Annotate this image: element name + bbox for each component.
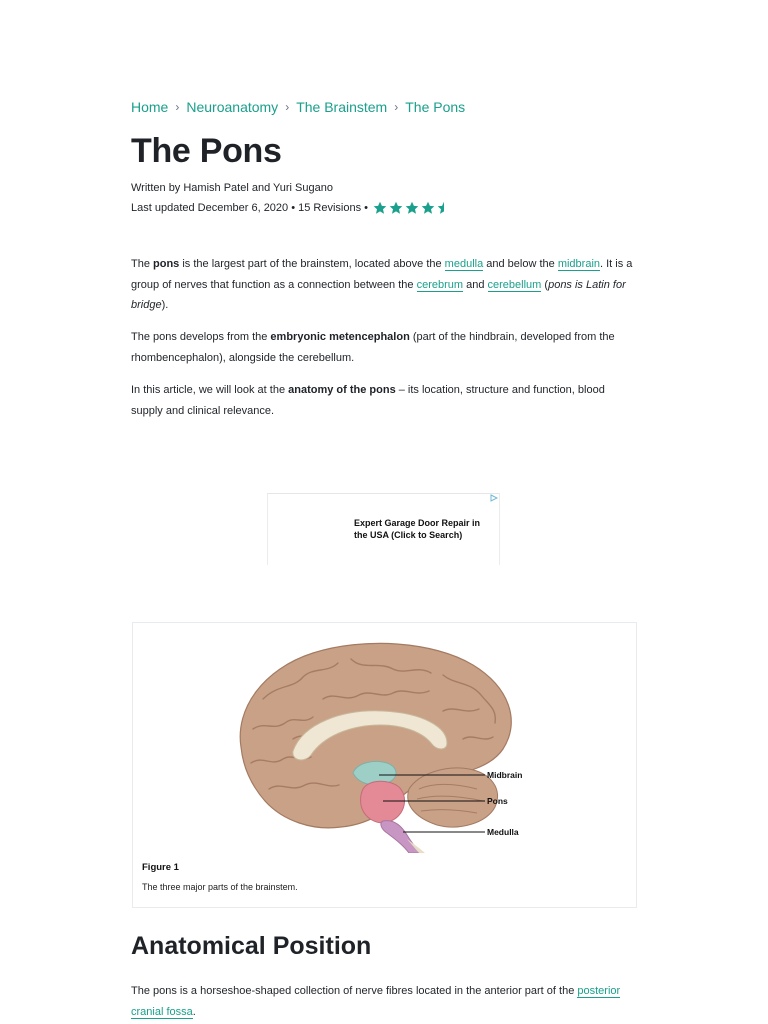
pons-shape [361, 781, 405, 823]
chevron-right-icon: › [285, 100, 290, 114]
figure-caption: The three major parts of the brainstem. [142, 882, 298, 892]
inline-link[interactable]: midbrain [557, 258, 601, 270]
star-full-icon[interactable] [373, 201, 387, 215]
star-full-icon[interactable] [389, 201, 403, 215]
page-title: The Pons [131, 132, 282, 170]
section-paragraph: The pons is a horseshoe-shaped collection of nerve fibres located in the anterior part of the posterior cranial fossa. [131, 985, 621, 1018]
intro-paragraph-3: In this article, we will look at the anatomy of the pons – its location, structure and function, blood supply and clinical relevance. [131, 384, 605, 417]
brain-illustration [233, 639, 537, 853]
inline-link[interactable]: posterior cranial fossa [131, 985, 621, 1018]
cerebellum-shape [408, 768, 498, 827]
intro-paragraph-2: The pons develops from the embryonic metencephalon (part of the hindbrain, developed from the rhombencephalon), alongside the cerebellum. [131, 331, 615, 364]
inline-link[interactable]: cerebellum [487, 278, 542, 291]
breadcrumb-neuroanatomy[interactable]: Neuroanatomy [186, 99, 279, 115]
intro-paragraph-1: The pons is the largest part of the brainstem, located above the medulla and below the midbrain. It is a group of nerves that function as a connection between the cerebrum and cerebellum (pons is Latin for bridge). [131, 258, 633, 311]
inline-link[interactable]: cerebrum [416, 278, 464, 291]
breadcrumb [131, 99, 465, 115]
medulla-shape [381, 821, 419, 853]
chevron-right-icon: › [175, 100, 180, 114]
label-medulla: Medulla [487, 827, 519, 837]
bold-term: pons [153, 258, 180, 270]
figure-card [132, 622, 637, 908]
label-midbrain: Midbrain [487, 770, 523, 780]
breadcrumb-brainstem[interactable]: The Brainstem [296, 99, 388, 115]
breadcrumb-pons[interactable]: The Pons [405, 99, 466, 115]
rating-stars[interactable] [373, 201, 453, 215]
star-full-icon[interactable] [405, 201, 419, 215]
bold-term: anatomy of the pons [288, 384, 396, 396]
bold-term: embryonic metencephalon [270, 331, 410, 343]
advertisement[interactable] [267, 493, 500, 565]
figure-title: Figure 1 [142, 862, 179, 873]
updated-text: Last updated December 6, 2020 • 15 Revisions • [131, 202, 369, 214]
breadcrumb-home[interactable]: Home [131, 99, 169, 115]
ad-choices-icon[interactable] [490, 494, 498, 502]
updated-line [131, 201, 453, 215]
authors-line: Written by Hamish Patel and Yuri Sugano [131, 182, 333, 194]
label-pons: Pons [487, 796, 508, 806]
italic-text: pons is Latin for bridge [131, 278, 626, 311]
inline-link[interactable]: medulla [444, 258, 484, 270]
section-heading: Anatomical Position [131, 932, 372, 960]
star-full-icon[interactable] [421, 201, 435, 215]
ad-text[interactable]: Expert Garage Door Repair in the USA (Click to Search) [354, 518, 481, 540]
chevron-right-icon: › [394, 100, 399, 114]
star-half-icon[interactable] [437, 201, 451, 215]
